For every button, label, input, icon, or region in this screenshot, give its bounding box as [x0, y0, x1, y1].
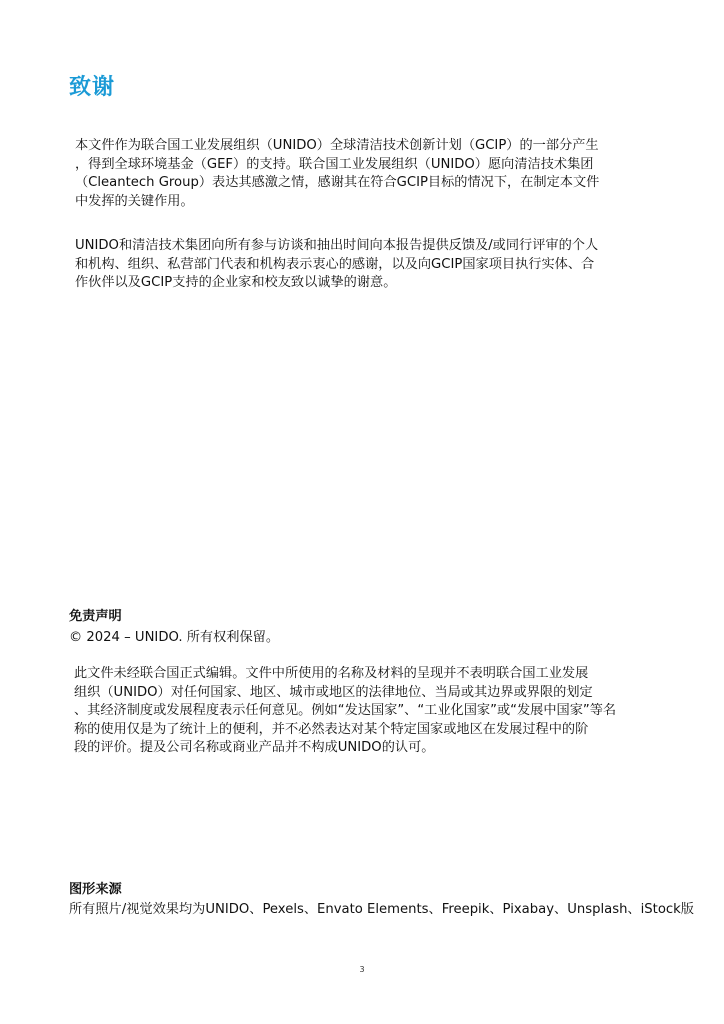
- page-title: 致谢: [69, 75, 116, 100]
- image-credits-text: 所有照片/视觉效果均为UNIDO、Pexels、Envato Elements、Freepik、Pixabay、Unsplash、iStock版: [69, 902, 694, 917]
- copyright-notice: © 2024 – UNIDO. 所有权利保留。: [69, 630, 280, 645]
- page-number: 3: [359, 965, 365, 974]
- disclaimer-text: 此文件未经联合国正式编辑。文件中所使用的名称及材料的呈现并不表明联合国工业发展 组织（UNIDO）对任何国家、地区、城市或地区的法律地位、当局或其边界或界限的划定 、其经济制度或发展程度表示任何意见。例如“发达国家”、“工业化国家”或“发展中国家”等名 称的使用仅是为了统计上的便利，并不必然表达对某个特定国家或地区在发展过程中的阶 段的评价。提及公司名称或商业产品并不构成UNIDO的认可。: [74, 666, 617, 755]
- acknowledgement-paragraph-1: 本文件作为联合国工业发展组织（UNIDO）全球清洁技术创新计划（GCIP）的一部分产生 ，得到全球环境基金（GEF）的支持。联合国工业发展组织（UNIDO）愿向清洁技术集团 （Cleantech Group）表达其感激之情，感谢其在符合GCIP目标的情况下，在制定本文件 中发挥的关键作用。: [75, 138, 600, 209]
- image-credits-heading: 图形来源: [69, 882, 122, 897]
- acknowledgement-paragraph-2: UNIDO和清洁技术集团向所有参与访谈和抽出时间向本报告提供反馈及/或同行评审的个人 和机构、组织、私营部门代表和机构表示衷心的感谢，以及向GCIP国家项目执行实体、合 作伙伴以及GCIP支持的企业家和校友致以诚挚的谢意。: [75, 238, 599, 290]
- disclaimer-heading: 免责声明: [69, 609, 122, 624]
